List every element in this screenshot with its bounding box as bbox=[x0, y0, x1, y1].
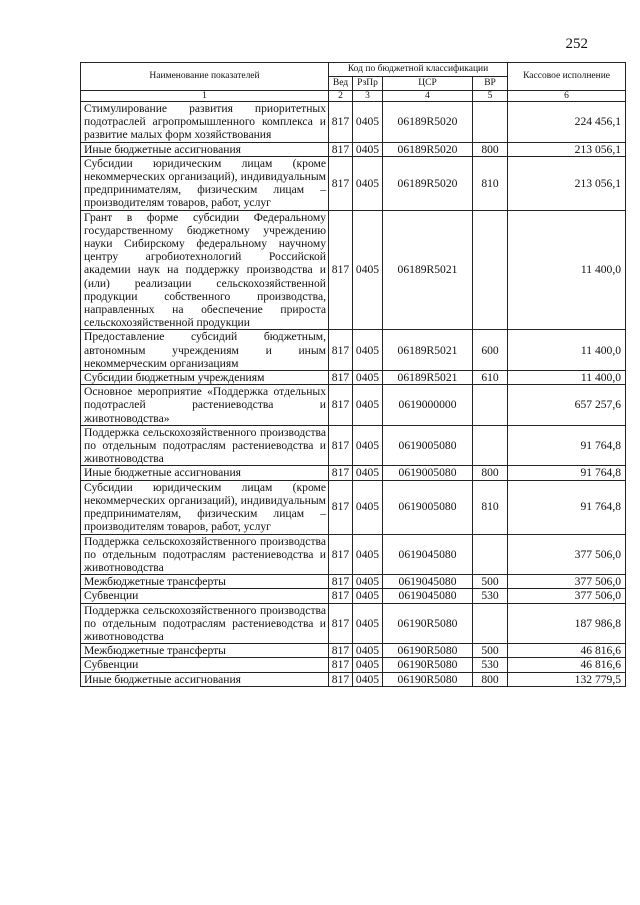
table-row bbox=[81, 102, 626, 143]
cell-rzpr: 0405 bbox=[353, 371, 383, 385]
cell-name: Предоставление субсидий бюджетным, автономным учреждениям и иным некоммерческим организациям bbox=[81, 330, 329, 371]
cell-name: Субсидии юридическим лицам (кроме некоммерческих организаций), индивидуальным предпринимателям, физическим лицам – производителям товаров, работ, услуг bbox=[81, 480, 329, 534]
cell-amount: 11 400,0 bbox=[508, 210, 626, 330]
page-number: 252 bbox=[565, 36, 588, 52]
cell-rzpr: 0405 bbox=[353, 672, 383, 686]
cell-ved: 817 bbox=[329, 330, 353, 371]
cell-rzpr: 0405 bbox=[353, 425, 383, 466]
cell-name: Межбюджетные трансферты bbox=[81, 575, 329, 589]
column-number: 3 bbox=[353, 91, 383, 102]
cell-name: Поддержка сельскохозяйственного производства по отдельным подотраслям растениеводства и животноводства bbox=[81, 534, 329, 575]
cell-vr: 500 bbox=[473, 644, 508, 658]
cell-name: Грант в форме субсидии Федеральному государственному бюджетному учреждению науки Сибирскому федеральному научному центру агробиотехнологий Российской академии наук на поддержку производства и (или) реализации сельскохозяйственной продукции собственного производства, направленных на обеспечение прироста сельскохозяйственной продукции bbox=[81, 210, 329, 330]
cell-rzpr: 0405 bbox=[353, 589, 383, 603]
cell-csr: 06190R5080 bbox=[383, 672, 473, 686]
cell-amount: 46 816,6 bbox=[508, 644, 626, 658]
table-row bbox=[81, 589, 626, 603]
column-number: 4 bbox=[383, 91, 473, 102]
cell-name: Поддержка сельскохозяйственного производства по отдельным подотраслям растениеводства и животноводства bbox=[81, 603, 329, 644]
table-row bbox=[81, 330, 626, 371]
cell-csr: 06189R5020 bbox=[383, 102, 473, 143]
header-vr: ВР bbox=[473, 77, 508, 91]
cell-ved: 817 bbox=[329, 534, 353, 575]
cell-csr: 0619005080 bbox=[383, 480, 473, 534]
cell-amount: 187 986,8 bbox=[508, 603, 626, 644]
table-row bbox=[81, 142, 626, 156]
cell-rzpr: 0405 bbox=[353, 480, 383, 534]
cell-rzpr: 0405 bbox=[353, 210, 383, 330]
budget-table bbox=[80, 62, 626, 687]
cell-vr bbox=[473, 210, 508, 330]
column-number-row bbox=[81, 91, 626, 102]
cell-rzpr: 0405 bbox=[353, 534, 383, 575]
cell-vr bbox=[473, 603, 508, 644]
cell-amount: 377 506,0 bbox=[508, 575, 626, 589]
cell-amount: 46 816,6 bbox=[508, 658, 626, 672]
cell-amount: 657 257,6 bbox=[508, 385, 626, 426]
table-header bbox=[81, 63, 626, 102]
cell-rzpr: 0405 bbox=[353, 330, 383, 371]
cell-ved: 817 bbox=[329, 371, 353, 385]
cell-vr: 810 bbox=[473, 156, 508, 210]
cell-vr bbox=[473, 425, 508, 466]
cell-rzpr: 0405 bbox=[353, 142, 383, 156]
cell-amount: 213 056,1 bbox=[508, 156, 626, 210]
cell-csr: 0619045080 bbox=[383, 575, 473, 589]
cell-vr: 800 bbox=[473, 142, 508, 156]
cell-name: Иные бюджетные ассигнования bbox=[81, 672, 329, 686]
column-number: 1 bbox=[81, 91, 329, 102]
cell-ved: 817 bbox=[329, 142, 353, 156]
cell-csr: 06190R5080 bbox=[383, 603, 473, 644]
cell-vr: 600 bbox=[473, 330, 508, 371]
cell-name: Субвенции bbox=[81, 658, 329, 672]
table-row bbox=[81, 371, 626, 385]
cell-vr: 530 bbox=[473, 658, 508, 672]
cell-ved: 817 bbox=[329, 425, 353, 466]
cell-ved: 817 bbox=[329, 102, 353, 143]
cell-amount: 377 506,0 bbox=[508, 534, 626, 575]
cell-amount: 213 056,1 bbox=[508, 142, 626, 156]
table-row bbox=[81, 575, 626, 589]
cell-rzpr: 0405 bbox=[353, 156, 383, 210]
header-code-group: Код по бюджетной классификации bbox=[329, 63, 508, 77]
cell-vr: 610 bbox=[473, 371, 508, 385]
table-row bbox=[81, 480, 626, 534]
cell-csr: 06190R5080 bbox=[383, 644, 473, 658]
cell-ved: 817 bbox=[329, 658, 353, 672]
cell-ved: 817 bbox=[329, 156, 353, 210]
cell-csr: 06189R5021 bbox=[383, 371, 473, 385]
header-amount: Кассовое исполнение bbox=[508, 63, 626, 91]
cell-amount: 11 400,0 bbox=[508, 371, 626, 385]
cell-csr: 0619045080 bbox=[383, 534, 473, 575]
cell-ved: 817 bbox=[329, 672, 353, 686]
cell-vr bbox=[473, 102, 508, 143]
header-name: Наименование показателей bbox=[81, 63, 329, 91]
cell-amount: 377 506,0 bbox=[508, 589, 626, 603]
header-rzpr: РзПр bbox=[353, 77, 383, 91]
column-number: 2 bbox=[329, 91, 353, 102]
cell-name: Субсидии бюджетным учреждениям bbox=[81, 371, 329, 385]
column-number: 6 bbox=[508, 91, 626, 102]
cell-csr: 06189R5021 bbox=[383, 210, 473, 330]
cell-vr: 810 bbox=[473, 480, 508, 534]
table-row bbox=[81, 156, 626, 210]
cell-name: Поддержка сельскохозяйственного производства по отдельным подотраслям растениеводства и животноводства bbox=[81, 425, 329, 466]
cell-rzpr: 0405 bbox=[353, 644, 383, 658]
cell-rzpr: 0405 bbox=[353, 603, 383, 644]
table-row bbox=[81, 672, 626, 686]
cell-amount: 224 456,1 bbox=[508, 102, 626, 143]
cell-ved: 817 bbox=[329, 603, 353, 644]
cell-name: Субсидии юридическим лицам (кроме некоммерческих организаций), индивидуальным предпринимателям, физическим лицам – производителям товаров, работ, услуг bbox=[81, 156, 329, 210]
header-csr: ЦСР bbox=[383, 77, 473, 91]
cell-rzpr: 0405 bbox=[353, 102, 383, 143]
table-body bbox=[81, 102, 626, 687]
cell-ved: 817 bbox=[329, 589, 353, 603]
cell-ved: 817 bbox=[329, 210, 353, 330]
cell-amount: 91 764,8 bbox=[508, 425, 626, 466]
cell-rzpr: 0405 bbox=[353, 658, 383, 672]
header-ved: Вед bbox=[329, 77, 353, 91]
cell-amount: 91 764,8 bbox=[508, 480, 626, 534]
cell-vr: 800 bbox=[473, 466, 508, 480]
cell-ved: 817 bbox=[329, 575, 353, 589]
cell-vr: 500 bbox=[473, 575, 508, 589]
table-row bbox=[81, 534, 626, 575]
cell-csr: 06189R5021 bbox=[383, 330, 473, 371]
cell-name: Иные бюджетные ассигнования bbox=[81, 142, 329, 156]
table-row bbox=[81, 210, 626, 330]
cell-ved: 817 bbox=[329, 466, 353, 480]
cell-vr bbox=[473, 385, 508, 426]
cell-csr: 0619045080 bbox=[383, 589, 473, 603]
cell-name: Межбюджетные трансферты bbox=[81, 644, 329, 658]
cell-name: Субвенции bbox=[81, 589, 329, 603]
cell-vr: 530 bbox=[473, 589, 508, 603]
table-row bbox=[81, 385, 626, 426]
cell-name: Стимулирование развития приоритетных подотраслей агропромышленного комплекса и развитие малых форм хозяйствования bbox=[81, 102, 329, 143]
cell-amount: 91 764,8 bbox=[508, 466, 626, 480]
cell-csr: 06189R5020 bbox=[383, 156, 473, 210]
cell-ved: 817 bbox=[329, 480, 353, 534]
cell-vr bbox=[473, 534, 508, 575]
cell-name: Основное мероприятие «Поддержка отдельных подотраслей растениеводства и животноводства» bbox=[81, 385, 329, 426]
cell-csr: 06190R5080 bbox=[383, 658, 473, 672]
table-row bbox=[81, 644, 626, 658]
cell-rzpr: 0405 bbox=[353, 575, 383, 589]
cell-csr: 0619000000 bbox=[383, 385, 473, 426]
cell-ved: 817 bbox=[329, 644, 353, 658]
cell-csr: 0619005080 bbox=[383, 425, 473, 466]
cell-rzpr: 0405 bbox=[353, 466, 383, 480]
cell-csr: 0619005080 bbox=[383, 466, 473, 480]
cell-vr: 800 bbox=[473, 672, 508, 686]
cell-ved: 817 bbox=[329, 385, 353, 426]
cell-rzpr: 0405 bbox=[353, 385, 383, 426]
column-number: 5 bbox=[473, 91, 508, 102]
cell-amount: 11 400,0 bbox=[508, 330, 626, 371]
table-row bbox=[81, 425, 626, 466]
cell-amount: 132 779,5 bbox=[508, 672, 626, 686]
table-row bbox=[81, 658, 626, 672]
cell-name: Иные бюджетные ассигнования bbox=[81, 466, 329, 480]
table-row bbox=[81, 603, 626, 644]
table-row bbox=[81, 466, 626, 480]
cell-csr: 06189R5020 bbox=[383, 142, 473, 156]
